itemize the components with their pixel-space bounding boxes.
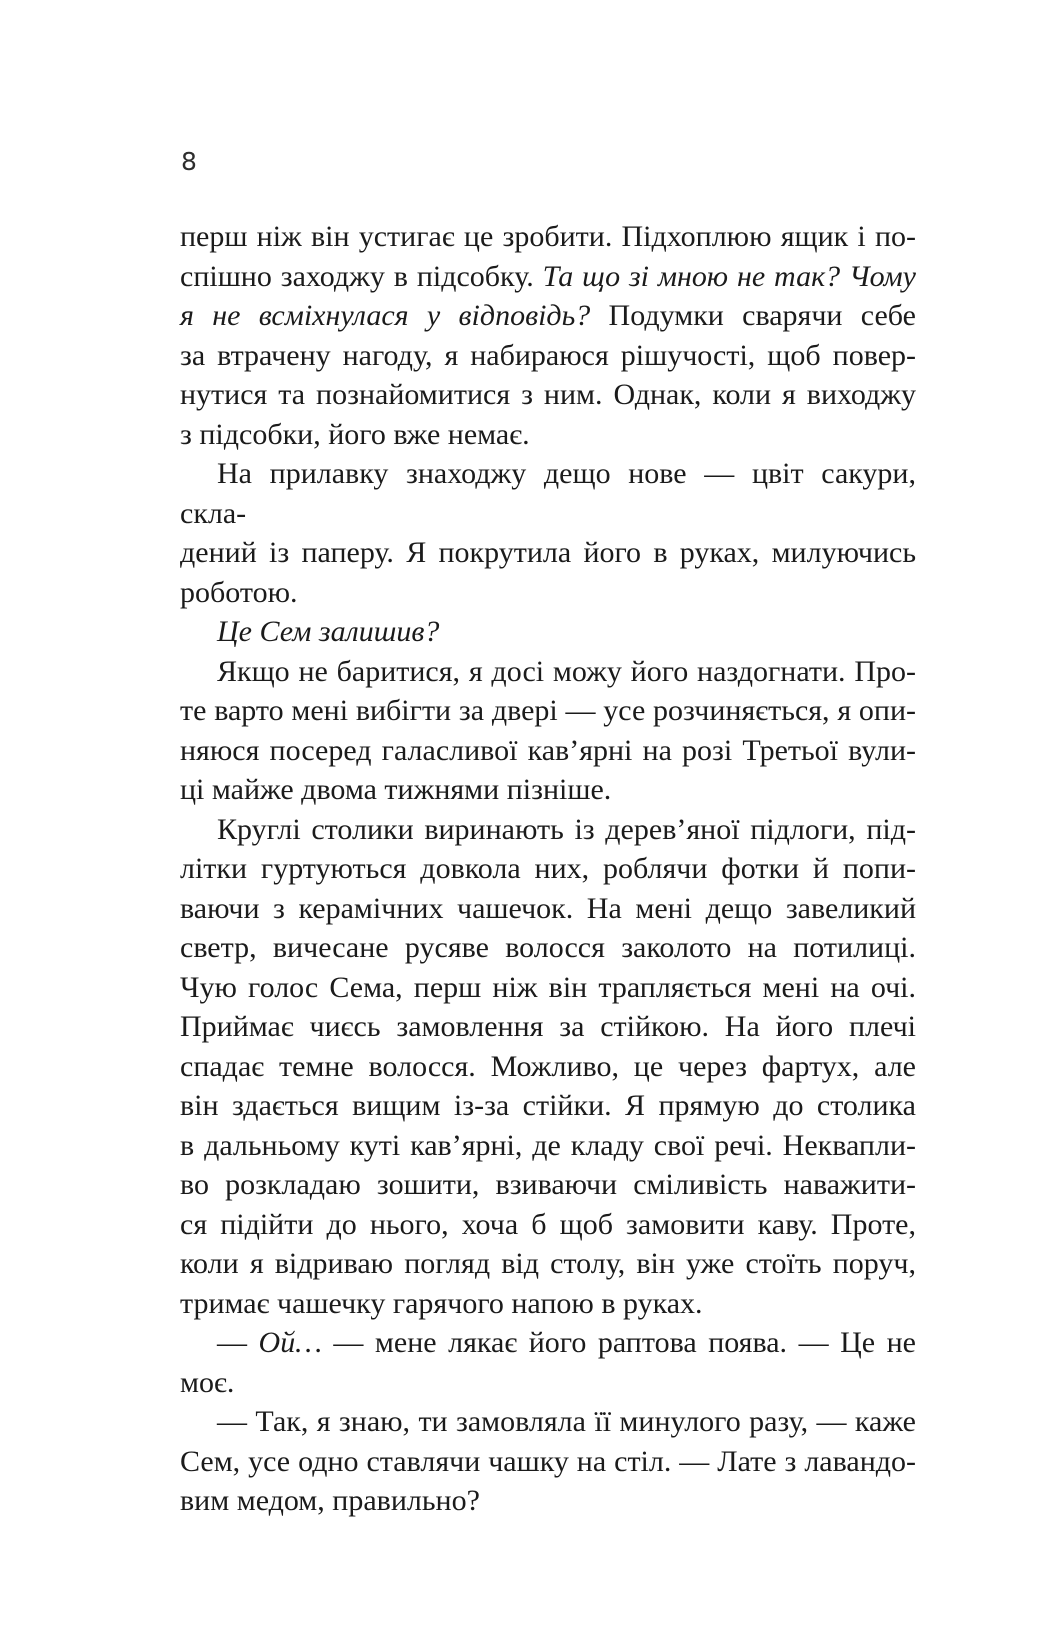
text-line xyxy=(180,1047,916,1087)
text-line xyxy=(180,1007,916,1047)
text-segment: в дальньому куті кав’ярні, де кладу свої речі. Неквапли- xyxy=(180,1128,916,1162)
text-line xyxy=(180,1126,916,1166)
text-line xyxy=(180,731,916,771)
text-segment: — мене лякає його раптова поява. — Це не моє. xyxy=(180,1326,916,1399)
text-segment: літки гуртуються довкола них, роблячи фотки й попи- xyxy=(180,852,916,885)
text-segment: роботою. xyxy=(180,575,298,609)
paragraph xyxy=(180,1402,916,1521)
text-segment: тримає чашечку гарячого напою в руках. xyxy=(180,1286,703,1320)
text-segment: Приймає чиєсь замовлення за стійкою. На його плечі xyxy=(180,1010,916,1043)
text-line xyxy=(180,1442,916,1482)
text-line xyxy=(180,1284,916,1324)
text-segment: дений із паперу. Я покрутила його в руках, милуючись xyxy=(180,536,916,569)
paragraph xyxy=(180,1323,916,1402)
text-line xyxy=(180,889,916,929)
text-line xyxy=(180,1165,916,1205)
text-segment: перш ніж він устигає це зробити. Підхоплюю ящик і по- xyxy=(180,220,916,253)
text-line xyxy=(180,296,916,336)
text-segment: ці майже двома тижнями пізніше. xyxy=(180,773,612,806)
text-line xyxy=(180,968,916,1008)
italic-text-segment: Ой… xyxy=(258,1326,322,1359)
text-line xyxy=(180,1481,916,1521)
text-line xyxy=(180,810,916,850)
text-segment: Круглі столики виринають із дерев’яної підлоги, під- xyxy=(217,812,916,846)
text-line xyxy=(180,336,916,376)
paragraph xyxy=(180,612,916,652)
text-line xyxy=(180,770,916,810)
paragraph xyxy=(180,454,916,612)
text-line xyxy=(180,652,916,692)
text-segment: ваючи з керамічних чашечок. На мені дещо завеликий xyxy=(180,891,916,925)
italic-text-segment: Та що зі мною не так? Чому xyxy=(542,259,916,293)
paragraph xyxy=(180,652,916,810)
italic-text-segment: я не всміхнулася у відповідь? xyxy=(180,299,591,332)
text-line xyxy=(180,1323,916,1402)
text-line xyxy=(180,691,916,731)
page-number: 8 xyxy=(181,147,197,176)
text-line xyxy=(180,573,916,613)
text-segment: няюся посеред галасливої кав’ярні на розі Третьої вули- xyxy=(180,733,916,767)
paragraph xyxy=(180,217,916,454)
text-line xyxy=(180,928,916,968)
text-segment: ся підійти до нього, хоча б щоб замовити каву. Проте, xyxy=(180,1207,916,1241)
text-segment: спадає темне волосся. Можливо, це через фартух, але xyxy=(180,1049,916,1083)
text-line xyxy=(180,375,916,415)
text-segment: светр, вичесане русяве волосся заколото на потилиці. xyxy=(180,931,916,964)
text-line xyxy=(180,612,916,652)
text-segment: На прилавку знаходжу дещо нове — цвіт сакури, скла- xyxy=(180,457,916,530)
text-line xyxy=(180,1244,916,1284)
text-segment: коли я відриваю погляд від столу, він уже стоїть поруч, xyxy=(180,1247,916,1280)
text-block xyxy=(180,217,916,1521)
text-line xyxy=(180,1086,916,1126)
italic-text-segment: Це Сем залишив? xyxy=(217,615,440,648)
text-segment: вим медом, правильно? xyxy=(180,1484,480,1517)
text-segment: нутися та познайомитися з ним. Однак, коли я виходжу xyxy=(180,378,916,411)
text-line xyxy=(180,415,916,455)
text-segment: спішно заходжу в підсобку. xyxy=(180,259,543,293)
text-line xyxy=(180,217,916,257)
text-line xyxy=(180,454,916,533)
text-segment: Подумки сварячи себе xyxy=(590,299,916,332)
text-segment: з підсобки, його вже немає. xyxy=(180,417,530,451)
text-segment: за втрачену нагоду, я набираюся рішучості, щоб повер- xyxy=(180,338,916,372)
paragraph xyxy=(180,810,916,1324)
text-segment: — xyxy=(217,1326,259,1359)
text-line xyxy=(180,533,916,573)
text-line xyxy=(180,1205,916,1245)
text-segment: Чую голос Сема, перш ніж він трапляється мені на очі. xyxy=(180,970,916,1004)
text-line xyxy=(180,1402,916,1442)
text-segment: він здається вищим із-за стійки. Я прямую до столика xyxy=(180,1089,916,1122)
text-line xyxy=(180,849,916,889)
text-segment: Якщо не баритися, я досі можу його наздогнати. Про- xyxy=(217,654,916,688)
text-line xyxy=(180,257,916,297)
text-segment: во розкладаю зошити, взиваючи сміливість наважити- xyxy=(180,1168,916,1201)
text-segment: те варто мені вибігти за двері — усе розчиняється, я опи- xyxy=(180,694,916,727)
text-segment: — Так, я знаю, ти замовляла її минулого разу, — каже xyxy=(217,1405,916,1438)
text-segment: Сем, усе одно ставлячи чашку на стіл. — Лате з лавандо- xyxy=(180,1444,916,1478)
